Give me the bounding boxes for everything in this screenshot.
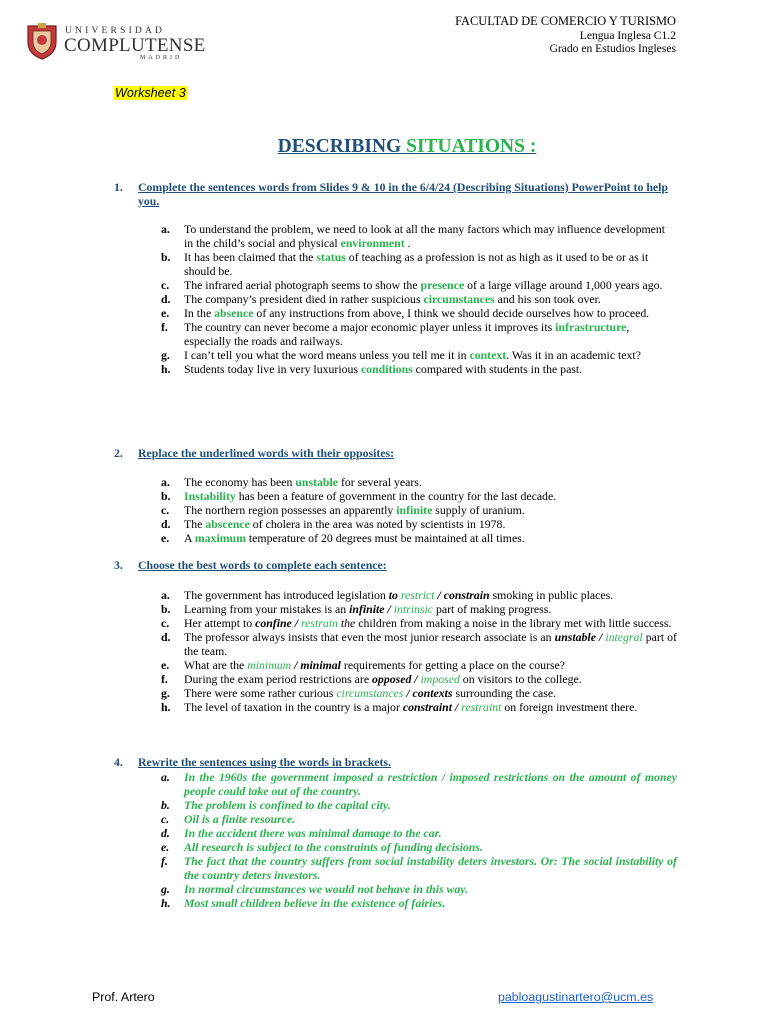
item-key: c. (161, 616, 170, 630)
item-text: has been a feature of government in the country for the last decade. (235, 489, 557, 503)
logo-line-1: UNIVERSIDAD (65, 26, 166, 36)
answer-text: restrict (400, 588, 435, 602)
list-item (161, 658, 677, 672)
option-text: unstable / (554, 630, 603, 644)
option-text: / contexts (403, 686, 453, 700)
item-text: The (184, 517, 206, 531)
crest-icon (24, 22, 60, 60)
item-key: d. (161, 826, 170, 840)
item-key: b. (161, 250, 171, 264)
answer-text: restraint (461, 700, 502, 714)
footer-author: Prof. Artero (92, 990, 155, 1004)
answer-text: environment (340, 236, 405, 250)
question-text: Replace the underlined words with their opposites: (138, 446, 395, 460)
list-item (161, 475, 677, 489)
list-item (161, 517, 677, 531)
item-text: part of making progress. (433, 602, 552, 616)
item-key: h. (161, 362, 171, 376)
answer-text: In the accident there was minimal damage to the car. (184, 826, 442, 840)
logo-line-2: COMPLUTENSE (64, 35, 206, 56)
item-text: The professor always insists that even the most junior research associate is an (184, 630, 555, 644)
list-item (161, 320, 677, 348)
list-item (161, 672, 677, 686)
item-text: surrounding the case. (452, 686, 557, 700)
list-item (161, 531, 677, 545)
answer-text: presence (420, 278, 465, 292)
answer-text: In normal circumstances we would not behave in this way. (184, 882, 469, 896)
item-key: e. (161, 840, 170, 854)
item-key: c. (161, 812, 170, 826)
item-key: d. (161, 630, 171, 644)
answer-text: Instability (184, 489, 236, 503)
list-item (161, 222, 677, 250)
answer-text: abscence (205, 517, 250, 531)
list-item (161, 602, 677, 616)
item-key: b. (161, 489, 171, 503)
item-key: a. (161, 475, 170, 489)
item-text: of cholera in the area was noted by scientists in 1978. (249, 517, 506, 531)
title-part-2: SITUATIONS : (406, 136, 537, 157)
item-key: c. (161, 278, 170, 292)
item-text: There were some rather curious (184, 686, 337, 700)
question-text: Choose the best words to complete each sentence: (138, 558, 387, 572)
item-key: g. (161, 882, 170, 896)
list-item (161, 503, 677, 517)
list-item (161, 630, 677, 658)
page-header (455, 15, 676, 56)
item-key: d. (161, 292, 171, 306)
answer-text: unstable (295, 475, 338, 489)
answer-text: restrain (300, 616, 338, 630)
list-item (161, 812, 677, 826)
option-text: / constrain (434, 588, 490, 602)
list-item (161, 616, 677, 630)
item-text: To understand the problem, we need to look at all the many factors which may influence development in the child’s social and physical (184, 222, 666, 250)
answer-text: In the 1960s the government imposed a restriction / imposed restrictions on the amount of money people could take out of the country. (184, 770, 677, 798)
list-item (161, 306, 677, 320)
item-text: , especially the roads and railways. (184, 320, 630, 348)
item-key: a. (161, 588, 170, 602)
option-text: infinite / (349, 602, 394, 616)
item-text: The government has introduced legislation (184, 588, 389, 602)
answer-text: context (469, 348, 507, 362)
item-text: of teaching as a profession is not as high as it used to be or as it should be. (184, 250, 649, 278)
answer-text: integral (605, 630, 643, 644)
item-key: a. (161, 770, 170, 784)
item-text: Her attempt to (184, 616, 256, 630)
item-text: on foreign investment there. (501, 700, 638, 714)
question-number: 3. (114, 558, 123, 572)
item-text: In the (184, 306, 215, 320)
item-text: part of the team. (184, 630, 677, 658)
item-text: supply of uranium. (432, 503, 525, 517)
item-text: The northern region possesses an apparently (184, 503, 397, 517)
header-degree: Grado en Estudios Ingleses (549, 42, 676, 56)
question-text: Rewrite the sentences using the words in brackets. (138, 755, 391, 769)
item-text: Learning from your mistakes is an (184, 602, 350, 616)
item-text: for several years. (338, 475, 422, 489)
worksheet-label: Worksheet 3 (115, 86, 186, 100)
list-item (161, 840, 677, 854)
answer-text: infrastructure (555, 320, 627, 334)
item-key: e. (161, 531, 170, 545)
item-key: g. (161, 348, 170, 362)
question-number: 2. (114, 446, 123, 460)
item-text: on visitors to the college. (459, 672, 582, 686)
option-text: to (388, 588, 401, 602)
item-text: The economy has been (184, 475, 296, 489)
item-text: The infrared aerial photograph seems to show the (184, 278, 421, 292)
list-item (161, 686, 677, 700)
item-text: It has been claimed that the (184, 250, 317, 264)
item-text: Students today live in very luxurious (184, 362, 361, 376)
answer-text: intrinsic (393, 602, 434, 616)
answer-text: maximum (194, 531, 246, 545)
list-item (161, 278, 677, 292)
item-key: c. (161, 503, 170, 517)
list-item (161, 489, 677, 503)
title-part-1: DESCRIBING (277, 136, 407, 157)
list-item (161, 826, 677, 840)
university-logo (24, 22, 206, 64)
list-item (161, 292, 677, 306)
option-text: confine / (255, 616, 301, 630)
item-key: h. (161, 896, 171, 910)
question-2-list (161, 475, 677, 545)
question-number: 4. (114, 755, 123, 769)
list-item (161, 700, 677, 714)
answer-text: imposed (420, 672, 460, 686)
answer-text: The fact that the country suffers from social instability deters investors. Or: The social instability of the country deters investors. (184, 854, 677, 882)
list-item (161, 896, 677, 910)
answer-text: All research is subject to the constraints of funding decisions. (184, 840, 483, 854)
list-item (161, 882, 677, 896)
page-title (0, 136, 768, 158)
logo-line-3: MADRID (140, 55, 183, 61)
item-text: of a large village around 1,000 years ago. (464, 278, 663, 292)
item-key: f. (161, 672, 168, 686)
question-3-list (161, 588, 677, 714)
item-text: and his son took over. (494, 292, 601, 306)
item-text: During the exam period restrictions are (184, 672, 373, 686)
answer-text: circumstances (423, 292, 495, 306)
item-text: requirements for getting a place on the course? (340, 658, 566, 672)
item-text: . (404, 236, 411, 250)
answer-text: status (316, 250, 346, 264)
option-text: constraint / (402, 700, 462, 714)
header-course: Lengua Inglesa C1.2 (579, 28, 676, 42)
footer-email-link[interactable]: pabloagustinartero@ucm.es (498, 990, 654, 1004)
list-item (161, 770, 677, 798)
header-faculty: FACULTAD DE COMERCIO Y TURISMO (455, 14, 676, 28)
list-item (161, 362, 677, 376)
option-text: the (337, 616, 356, 630)
list-item (161, 348, 677, 362)
item-text: The company’s president died in rather suspicious (184, 292, 424, 306)
item-text: compared with students in the past. (412, 362, 583, 376)
answer-text: The problem is confined to the capital city. (184, 798, 391, 812)
question-4-list (161, 770, 677, 910)
option-text: / minimal (291, 658, 341, 672)
item-text: children from making a noise in the library met with little success. (355, 616, 672, 630)
answer-text: circumstances (336, 686, 404, 700)
answer-text: conditions (360, 362, 413, 376)
item-key: h. (161, 700, 171, 714)
item-key: b. (161, 798, 170, 812)
list-item (161, 588, 677, 602)
question-text: Complete the sentences words from Slides 9 & 10 in the 6/4/24 (Describing Situations) PowerPoint to help you. (138, 180, 668, 208)
answer-text: Oil is a finite resource. (184, 812, 296, 826)
item-text: What are the (184, 658, 248, 672)
item-key: d. (161, 517, 171, 531)
item-key: e. (161, 306, 170, 320)
answer-text: Most small children believe in the existence of fairies. (184, 896, 446, 910)
question-1-list (161, 222, 677, 376)
item-text: smoking in public places. (489, 588, 614, 602)
list-item (161, 250, 677, 278)
item-text: . Was it in an academic text? (506, 348, 641, 362)
item-key: b. (161, 602, 171, 616)
item-key: f. (161, 320, 168, 334)
answer-text: minimum (247, 658, 292, 672)
item-key: e. (161, 658, 170, 672)
option-text: opposed / (372, 672, 421, 686)
answer-text: infinite (396, 503, 433, 517)
list-item (161, 854, 677, 882)
answer-text: absence (214, 306, 254, 320)
item-text: temperature of 20 degrees must be maintained at all times. (245, 531, 525, 545)
item-text: The country can never become a major economic player unless it improves its (184, 320, 556, 334)
item-text: A (184, 531, 195, 545)
item-text: I can’t tell you what the word means unless you tell me it in (184, 348, 470, 362)
item-text: The level of taxation in the country is a major (184, 700, 403, 714)
item-key: f. (161, 854, 168, 868)
item-key: g. (161, 686, 170, 700)
item-text: of any instructions from above, I think we should decide ourselves how to proceed. (253, 306, 650, 320)
list-item (161, 798, 677, 812)
item-key: a. (161, 222, 170, 236)
question-number: 1. (114, 180, 123, 194)
